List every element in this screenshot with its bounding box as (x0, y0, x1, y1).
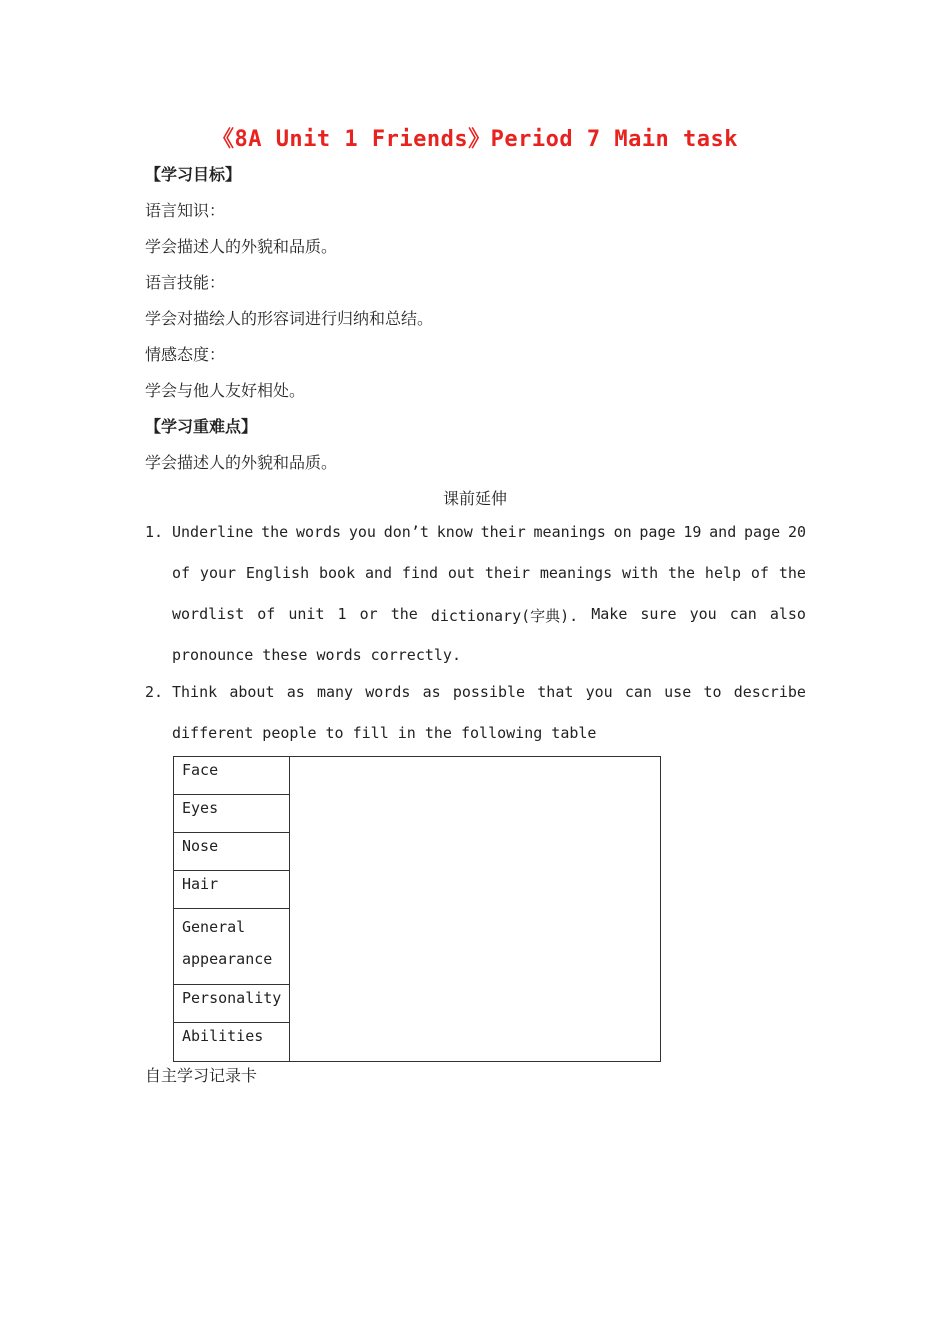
table-row-label: Face (174, 757, 290, 795)
task-1-line (172, 646, 806, 687)
word: about (229, 683, 275, 701)
word: don’t (383, 523, 429, 541)
word: you (585, 683, 613, 701)
footer-label: 自主学习记录卡 (145, 1066, 258, 1085)
table-row-label: Personality (174, 985, 290, 1023)
word: help (704, 564, 742, 582)
key-points-text: 学会描述人的外貌和品质。 (145, 453, 338, 472)
page-title: 《8A Unit 1 Friends》Period 7 Main task (211, 127, 739, 152)
language-skills-text: 学会对描绘人的形容词进行归纳和总结。 (145, 309, 434, 328)
word: words (295, 523, 342, 541)
word: the (778, 564, 806, 582)
word: the (261, 523, 289, 541)
word: book (318, 564, 356, 582)
word: different people to fill in the following table (172, 724, 597, 742)
word: as (422, 683, 441, 701)
general-line1: General (182, 918, 246, 936)
word: wordlist (172, 605, 245, 623)
word: your (199, 564, 237, 582)
task-2-line (172, 683, 806, 724)
word: the (390, 605, 418, 623)
word: many (316, 683, 354, 701)
word: of (750, 564, 769, 582)
word: or (359, 605, 378, 623)
general-line2: appearance (182, 950, 273, 968)
word: dictionary(字典). (430, 607, 579, 625)
word: and (364, 564, 393, 582)
objectives-heading: 【学习目标】 (145, 165, 242, 184)
word: and (709, 523, 737, 541)
word: you (689, 605, 717, 623)
word: sure (640, 605, 677, 623)
word: meanings (539, 564, 613, 582)
word: can (624, 683, 652, 701)
word: Think (172, 683, 218, 701)
table-row-label: Hair (174, 871, 290, 909)
task-1-number: 1. (145, 523, 164, 541)
word: unit (288, 605, 325, 623)
word: of (257, 605, 276, 623)
table-row-label: Nose (174, 833, 290, 871)
answer-area[interactable] (290, 757, 661, 1062)
word: 1 (337, 605, 347, 623)
word: possible (452, 683, 526, 701)
word: the (667, 564, 696, 582)
word: Underline (172, 523, 254, 541)
language-knowledge-text: 学会描述人的外貌和品质。 (145, 237, 338, 256)
word: out (447, 564, 475, 582)
attitude-label: 情感态度： (145, 345, 226, 364)
word: with (621, 564, 659, 582)
word: Make (591, 605, 628, 623)
word: English (245, 564, 310, 582)
word: page (744, 523, 781, 541)
word: 20 (787, 523, 806, 541)
language-skills-label: 语言技能： (145, 273, 226, 292)
word: 19 (683, 523, 702, 541)
task-2-number: 2. (145, 683, 164, 701)
word: words (365, 683, 411, 701)
description-table (173, 756, 661, 1062)
table-row-label: Abilities (174, 1023, 290, 1062)
key-points-heading: 【学习重难点】 (145, 417, 258, 436)
task-1-line (172, 605, 806, 646)
language-knowledge-label: 语言知识： (145, 201, 226, 220)
word: as (286, 683, 305, 701)
word: describe (733, 683, 806, 701)
word: also (769, 605, 806, 623)
word: know (436, 523, 473, 541)
task-2-text (172, 683, 806, 765)
word: find (401, 564, 439, 582)
task-1-line (172, 523, 806, 564)
word: page (639, 523, 676, 541)
task-1-text (172, 523, 806, 687)
task-1-line (172, 564, 806, 605)
word: pronounce these words correctly. (172, 646, 461, 664)
attitude-text: 学会与他人友好相处。 (145, 381, 306, 400)
table-row-label-general-appearance (174, 909, 290, 985)
table-row-label: Eyes (174, 795, 290, 833)
word: to (703, 683, 722, 701)
word: use (664, 683, 692, 701)
word: of (172, 564, 191, 582)
word: their (484, 564, 531, 582)
word: their (480, 523, 526, 541)
word: you (348, 523, 376, 541)
word: meanings (533, 523, 606, 541)
preview-heading: 课前延伸 (442, 489, 507, 508)
word: can (729, 605, 757, 623)
word: on (613, 523, 632, 541)
word: that (537, 683, 574, 701)
